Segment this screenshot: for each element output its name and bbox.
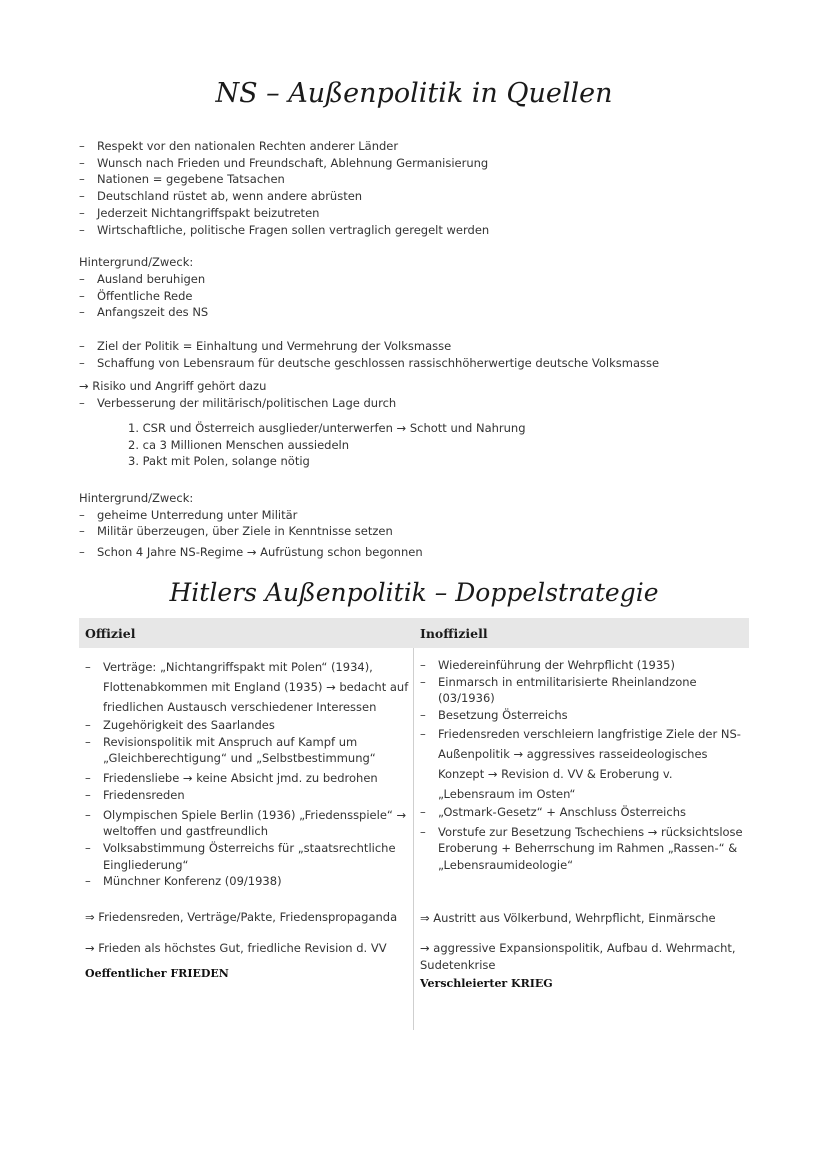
table-item: – Münchner Konferenz (09/1938)	[85, 873, 410, 890]
table-item: – Wiedereinführung der Wehrpflicht (1935)	[420, 657, 745, 674]
section-2	[79, 338, 759, 561]
table-item: – Revisionspolitik mit Anspruch auf Kampf um „Gleichberechtigung“ und „Selbstbestimmung“	[85, 734, 410, 767]
list-item: – Respekt vor den nationalen Rechten anderer Länder	[79, 138, 759, 155]
list-item: – Ziel der Politik = Einhaltung und Vermehrung der Volksmasse	[79, 338, 759, 355]
official-column	[79, 648, 414, 992]
conclusion-official: Oeffentlicher FRIEDEN	[85, 967, 229, 981]
conclusion-unofficial: Verschleierter KRIEG	[420, 976, 553, 990]
header-unofficial: Inoffiziell	[420, 625, 488, 641]
list-item: – Ausland beruhigen	[79, 271, 759, 288]
list-item: – Öffentliche Rede	[79, 288, 759, 305]
header-official: Offiziel	[85, 625, 136, 641]
list-item: – Militär überzeugen, über Ziele in Kenntnisse setzen	[79, 523, 759, 540]
table-header	[79, 618, 749, 648]
table-item: – Besetzung Österreichs	[420, 707, 745, 724]
table-body	[79, 648, 749, 992]
table-item: – Volksabstimmung Österreichs für „staatsrechtliche Eingliederung“	[85, 840, 410, 873]
table-item: – Friedensliebe → keine Absicht jmd. zu bedrohen	[85, 770, 410, 787]
list-item: – Schon 4 Jahre NS-Regime → Aufrüstung schon begonnen	[79, 544, 759, 561]
unofficial-column	[414, 648, 749, 992]
list-item: – geheime Unterredung unter Militär	[79, 507, 759, 524]
table-item: – „Ostmark-Gesetz“ + Anschluss Österreichs	[420, 804, 745, 821]
list-item: – Anfangszeit des NS	[79, 304, 759, 321]
table-item: – Zugehörigkeit des Saarlandes	[85, 717, 410, 734]
list-item: – Verbesserung der militärisch/politischen Lage durch	[79, 395, 759, 412]
list-item: – Deutschland rüstet ab, wenn andere abrüsten	[79, 188, 759, 205]
column-divider	[413, 648, 414, 1030]
list-item: – Jederzeit Nichtangriffspakt beizutreten	[79, 205, 759, 222]
table-item: – Olympischen Spiele Berlin (1936) „Friedensspiele“ → weltoffen und gastfreundlich	[85, 807, 410, 840]
list-item: – Nationen = gegebene Tatsachen	[79, 171, 759, 188]
summary-line: → Frieden als höchstes Gut, friedliche Revision d. VV	[85, 940, 387, 955]
table-item: – Vorstufe zur Besetzung Tschechiens → rücksichtslose Eroberung + Beherrschung im Rahmen „Rassen-“ & „Lebensraumideologie“	[420, 824, 745, 874]
numbered-item: 3. Pakt mit Polen, solange nötig	[128, 454, 310, 469]
list-item: – Wirtschaftliche, politische Fragen sollen vertraglich geregelt werden	[79, 222, 759, 239]
section-title: Hitlers Außenpolitik – Doppelstrategie	[169, 578, 659, 607]
table-item: – Einmarsch in entmilitarisierte Rheinlandzone (03/1936)	[420, 674, 745, 707]
section-1	[79, 138, 759, 321]
summary-line: ⇒ Austritt aus Völkerbund, Wehrpflicht, Einmärsche	[420, 910, 716, 925]
table-item: – Friedensreden verschleiern langfristige Ziele der NS-Außenpolitik → aggressives rasseideologisches Konzept → Revision d. VV & Eroberung v. „Lebensraum im Osten“	[420, 724, 745, 804]
numbered-item: 1. CSR und Österreich ausglieder/unterwerfen → Schott und Nahrung	[128, 420, 526, 435]
numbered-item: 2. ca 3 Millionen Menschen aussiedeln	[128, 437, 350, 452]
list-item: – Wunsch nach Frieden und Freundschaft, Ablehnung Germanisierung	[79, 155, 759, 172]
summary-line: → aggressive Expansionspolitik, Aufbau d. Wehrmacht, Sudetenkrise	[420, 941, 736, 973]
table-item: – Verträge: „Nichtangriffspakt mit Polen“ (1934), Flottenabkommen mit England (1935) → bedacht auf friedlichen Austausch verschiedener Interessen	[85, 657, 410, 717]
table-item: – Friedensreden	[85, 787, 410, 804]
arrow-line: → Risiko und Angriff gehört dazu	[79, 379, 267, 394]
summary-line: ⇒ Friedensreden, Verträge/Pakte, Friedenspropaganda	[85, 910, 398, 925]
section-heading: Hintergrund/Zweck:	[79, 255, 194, 270]
page-title: NS – Außenpolitik in Quellen	[215, 78, 613, 109]
comparison-table	[79, 618, 749, 992]
list-item: – Schaffung von Lebensraum für deutsche geschlossen rassischhöherwertige deutsche Volksmasse	[79, 355, 759, 372]
section-heading: Hintergrund/Zweck:	[79, 490, 194, 505]
